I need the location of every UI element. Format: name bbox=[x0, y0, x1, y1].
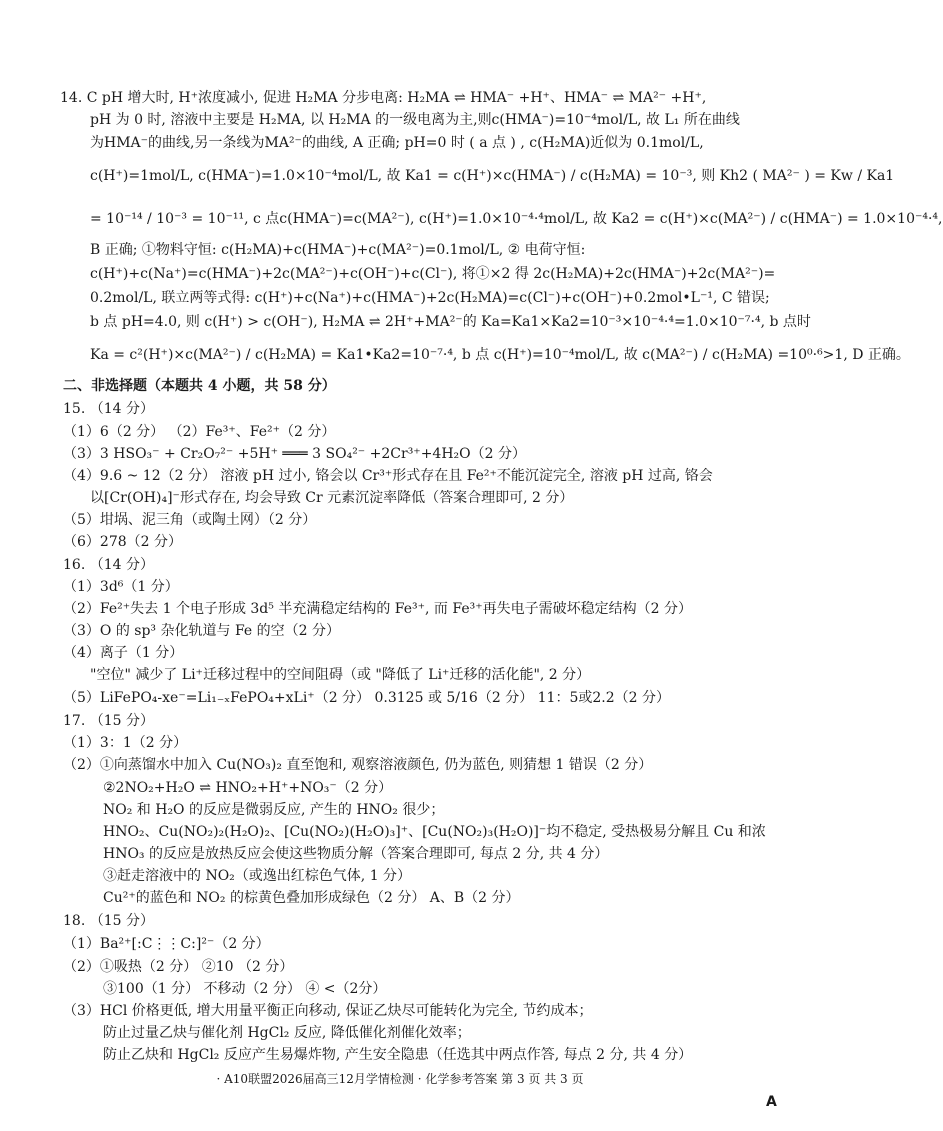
q17-answer-1: （1）3：1（2 分） bbox=[63, 735, 188, 751]
q17-answer-2-d: HNO₂、Cu(NO₂)₂(H₂O)₂、[Cu(NO₂)(H₂O)₃]⁺、[Cu(NO₂)₃(H₂O)]⁻均不稳定, 受热极易分解且 Cu 和浓 bbox=[103, 824, 766, 840]
q18-title: 18. （15 分） bbox=[63, 913, 154, 929]
q14-line-8: 0.2mol/L, 联立两等式得: c(H⁺)+c(Na⁺)+c(HMA⁻)+2c(H₂MA)=c(Cl⁻)+c(OH⁻)+0.2mol•L⁻¹, C 错误; bbox=[90, 290, 770, 306]
q15-answer-3: （3）3 HSO₃⁻ + Cr₂O₇²⁻ +5H⁺ ═══ 3 SO₄²⁻ +2Cr³⁺+4H₂O（2 分） bbox=[63, 446, 526, 462]
q17-answer-2-b: ②2NO₂+H₂O ⇌ HNO₂+H⁺+NO₃⁻（2 分） bbox=[103, 780, 393, 796]
q14-line-6: B 正确; ①物料守恒: c(H₂MA)+c(HMA⁻)+c(MA²⁻)=0.1mol/L, ② 电荷守恒: bbox=[90, 242, 586, 258]
q14-line-3: 为HMA⁻的曲线,另一条线为MA²⁻的曲线, A 正确; pH=0 时 ( a 点 ) , c(H₂MA)近似为 0.1mol/L, bbox=[90, 135, 704, 151]
section-heading: 二、非选择题（本题共 4 小题，共 58 分） bbox=[63, 378, 336, 394]
q14-line-4: c(H⁺)=1mol/L, c(HMA⁻)=1.0×10⁻⁴mol/L, 故 Ka1 = c(H⁺)×c(HMA⁻) / c(H₂MA) = 10⁻³, 则 Kh2 ( MA²⁻ ) = Kw / Ka1 bbox=[90, 168, 895, 184]
q18-answer-3-b: 防止过量乙炔与催化剂 HgCl₂ 反应, 降低催化剂催化效率； bbox=[103, 1025, 471, 1041]
q15-answer-4: （4）9.6 ~ 12（2 分） 溶液 pH 过小, 铬会以 Cr³⁺形式存在且 Fe²⁺不能沉淀完全, 溶液 pH 过高, 铬会 bbox=[63, 468, 713, 484]
q14-line-1: 14. C pH 增大时, H⁺浓度减小, 促进 H₂MA 分步电离: H₂MA ⇌ HMA⁻ +H⁺、HMA⁻ ⇌ MA²⁻ +H⁺, bbox=[60, 90, 707, 106]
q17-answer-2-f: ③赶走溶液中的 NO₂（或逸出红棕色气体, 1 分） bbox=[103, 868, 412, 884]
q15-answer-6: （6）278（2 分） bbox=[63, 534, 182, 550]
q15-answer-4-cont: 以[Cr(OH)₄]⁻形式存在, 均会导致 Cr 元素沉淀率降低（答案合理即可, 2 分） bbox=[90, 490, 574, 506]
corner-mark: A bbox=[766, 1094, 777, 1110]
q14-line-5: = 10⁻¹⁴ / 10⁻³ = 10⁻¹¹, c 点c(HMA⁻)=c(MA²⁻), c(H⁺)=1.0×10⁻⁴·⁴mol/L, 故 Ka2 = c(H⁺)×c(MA²⁻) / c(HMA⁻) = 1.0×10⁻⁴·⁴, bbox=[90, 211, 943, 227]
q16-answer-1: （1）3d⁶（1 分） bbox=[63, 579, 179, 595]
q16-answer-4-cont: "空位" 减少了 Li⁺迁移过程中的空间阻碍（或 "降低了 Li⁺迁移的活化能", 2 分） bbox=[90, 667, 591, 683]
q18-answer-2-b: ③100（1 分） 不移动（2 分） ④ <（2分） bbox=[103, 981, 387, 997]
q14-line-2: pH 为 0 时, 溶液中主要是 H₂MA, 以 H₂MA 的一级电离为主,则c(HMA⁻)=10⁻⁴mol/L, 故 L₁ 所在曲线 bbox=[90, 112, 740, 128]
q15-answer-5: （5）坩埚、泥三角（或陶土网）（2 分） bbox=[63, 512, 317, 528]
q17-title: 17. （15 分） bbox=[63, 713, 154, 729]
q14-line-9: b 点 pH=4.0, 则 c(H⁺) > c(OH⁻), H₂MA ⇌ 2H⁺+MA²⁻的 Ka=Ka1×Ka2=10⁻³×10⁻⁴·⁴=1.0×10⁻⁷·⁴, b 点时 bbox=[90, 314, 811, 330]
q16-answer-2: （2）Fe²⁺失去 1 个电子形成 3d⁵ 半充满稳定结构的 Fe³⁺, 而 Fe³⁺再失电子需破坏稳定结构（2 分） bbox=[63, 601, 692, 617]
q16-answer-3: （3）O 的 sp³ 杂化轨道与 Fe 的空（2 分） bbox=[63, 623, 340, 639]
q16-title: 16. （14 分） bbox=[63, 557, 154, 573]
q18-answer-2: （2）①吸热（2 分） ②10 （2 分） bbox=[63, 959, 294, 975]
q18-answer-3-c: 防止乙炔和 HgCl₂ 反应产生易爆炸物, 产生安全隐患（任选其中两点作答, 每点 2 分, 共 4 分） bbox=[103, 1047, 693, 1063]
q17-answer-2-g: Cu²⁺的蓝色和 NO₂ 的棕黄色叠加形成绿色（2 分） A、B（2 分） bbox=[103, 890, 520, 906]
q15-answer-1-2: （1）6（2 分） （2）Fe³⁺、Fe²⁺（2 分） bbox=[63, 424, 336, 440]
q17-answer-2: （2）①向蒸馏水中加入 Cu(NO₃)₂ 直至饱和, 观察溶液颜色, 仍为蓝色, 则猜想 1 错误（2 分） bbox=[63, 757, 653, 773]
q18-answer-1: （1）Ba²⁺[:C⋮⋮C:]²⁻（2 分） bbox=[63, 936, 270, 952]
page-footer: · A10联盟2026届高三12月学情检测 · 化学参考答案 第 3 页 共 3 页 bbox=[216, 1072, 584, 1086]
q16-answer-4: （4）离子（1 分） bbox=[63, 645, 184, 661]
q17-answer-2-e: HNO₃ 的反应是放热反应会使这些物质分解（答案合理即可, 每点 2 分, 共 4 分） bbox=[103, 846, 609, 862]
q16-answer-5: （5）LiFePO₄-xe⁻=Li₁₋ₓFePO₄+xLi⁺（2 分） 0.3125 或 5/16（2 分） 11：5或2.2（2 分） bbox=[63, 690, 670, 706]
q18-answer-3: （3）HCl 价格更低, 增大用量平衡正向移动, 保证乙炔尽可能转化为完全, 节约成本； bbox=[63, 1003, 593, 1019]
q14-line-10: Ka = c²(H⁺)×c(MA²⁻) / c(H₂MA) = Ka1•Ka2=10⁻⁷·⁴, b 点 c(H⁺)=10⁻⁴mol/L, 故 c(MA²⁻) / c(H₂MA) =10⁰·⁶>1, D 正确。 bbox=[90, 347, 910, 363]
q15-title: 15. （14 分） bbox=[63, 401, 154, 417]
q17-answer-2-c: NO₂ 和 H₂O 的反应是微弱反应, 产生的 HNO₂ 很少； bbox=[103, 802, 445, 818]
q14-line-7: c(H⁺)+c(Na⁺)=c(HMA⁻)+2c(MA²⁻)+c(OH⁻)+c(Cl⁻), 将①×2 得 2c(H₂MA)+2c(HMA⁻)+2c(MA²⁻)= bbox=[90, 266, 776, 282]
